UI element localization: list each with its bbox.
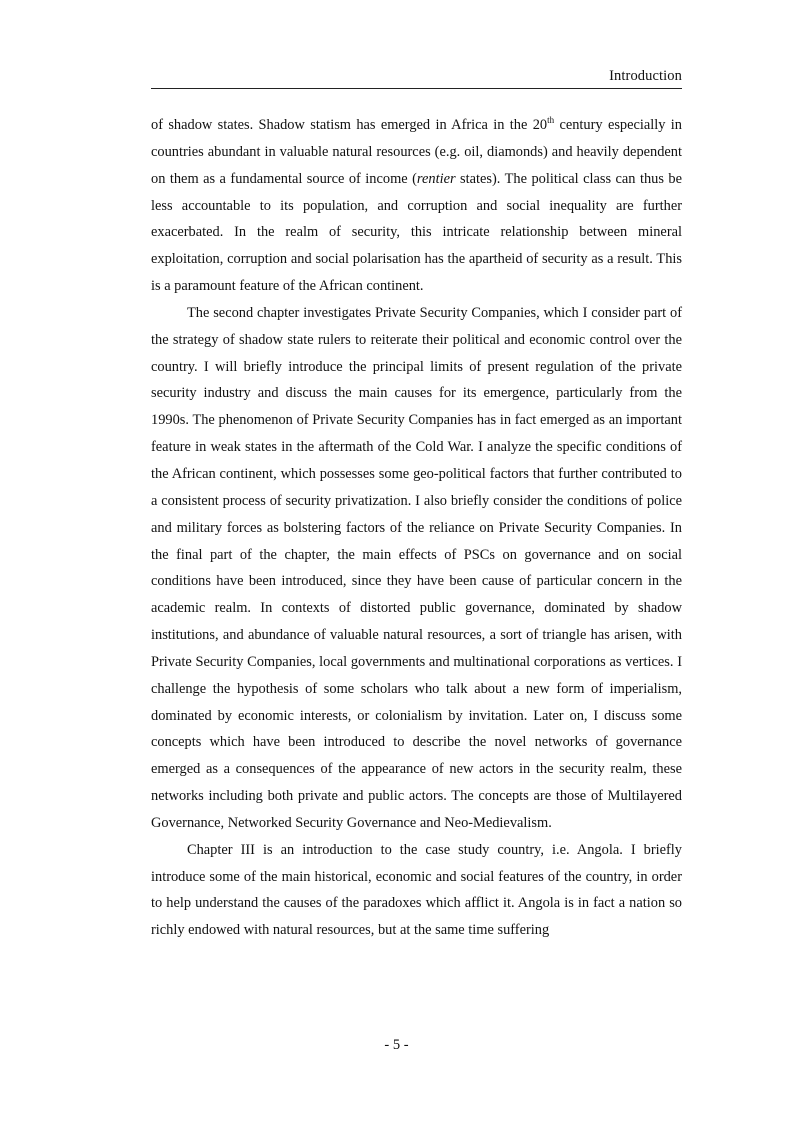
paragraph-shadow-states — [151, 112, 682, 300]
paragraph-1-text-a: of shadow states. Shadow statism has emerged in Africa in the 20 — [151, 117, 548, 133]
body-text — [151, 112, 682, 944]
superscript-th: th — [547, 115, 555, 125]
paragraph-chapter-three: Chapter III is an introduction to the case study country, i.e. Angola. I briefly introduce some of the main historical, economic and social features of the country, in order to help understand the causes of the paradoxes which afflict it. Angola is in fact a nation so richly endowed with natural resources, but at the same time suffering — [151, 841, 682, 939]
running-header-title: Introduction — [609, 68, 682, 84]
page-number: - 5 - — [384, 1037, 409, 1053]
paragraph-1-text-c: states). The political class can thus be less accountable to its population, and corruption and social inequality are further exacerbated. In the realm of security, this intricate relationship between mineral exploitation, corruption and social polarisation has the apartheid of security as a result. This is a paramount feature of the African continent. — [151, 170, 682, 295]
italic-term-rentier: rentier — [416, 170, 456, 187]
paragraph-1-text-b: century especially in countries abundant in valuable natural resources (e.g. oil, diamonds) and heavily dependent on them as a fundamental source of income ( — [151, 117, 682, 187]
paragraph-second-chapter: The second chapter investigates Private Security Companies, which I consider part of the strategy of shadow state rulers to reiterate their political and economic control over the country. I will briefly introduce the principal limits of present regulation of the private security industry and discuss the main causes for its emergence, particularly from the 1990s. The phenomenon of Private Security Companies has in fact emerged as an important feature in weak states in the aftermath of the Cold War. I analyze the specific conditions of the African continent, which possesses some geo-political factors that further contributed to a consistent process of security privatization. I also briefly consider the conditions of police and military forces as bolstering factors of the reliance on Private Security Companies. In the final part of the chapter, the main effects of PSCs on governance and on social conditions have been introduced, since they have been cause of particular concern in the academic realm. In contexts of distorted public governance, dominated by shadow institutions, and abundance of valuable natural resources, a sort of triangle has arisen, with Private Security Companies, local governments and multinational corporations as vertices. I challenge the hypothesis of some scholars who talk about a new form of imperialism, dominated by economic interests, or colonialism by invitation. Later on, I discuss some concepts which have been introduced to describe the novel networks of governance emerged as a consequences of the appearance of new actors in the security realm, these networks including both private and public actors. The concepts are those of Multilayered Governance, Networked Security Governance and Neo-Medievalism. — [151, 304, 682, 831]
running-header — [151, 66, 682, 89]
